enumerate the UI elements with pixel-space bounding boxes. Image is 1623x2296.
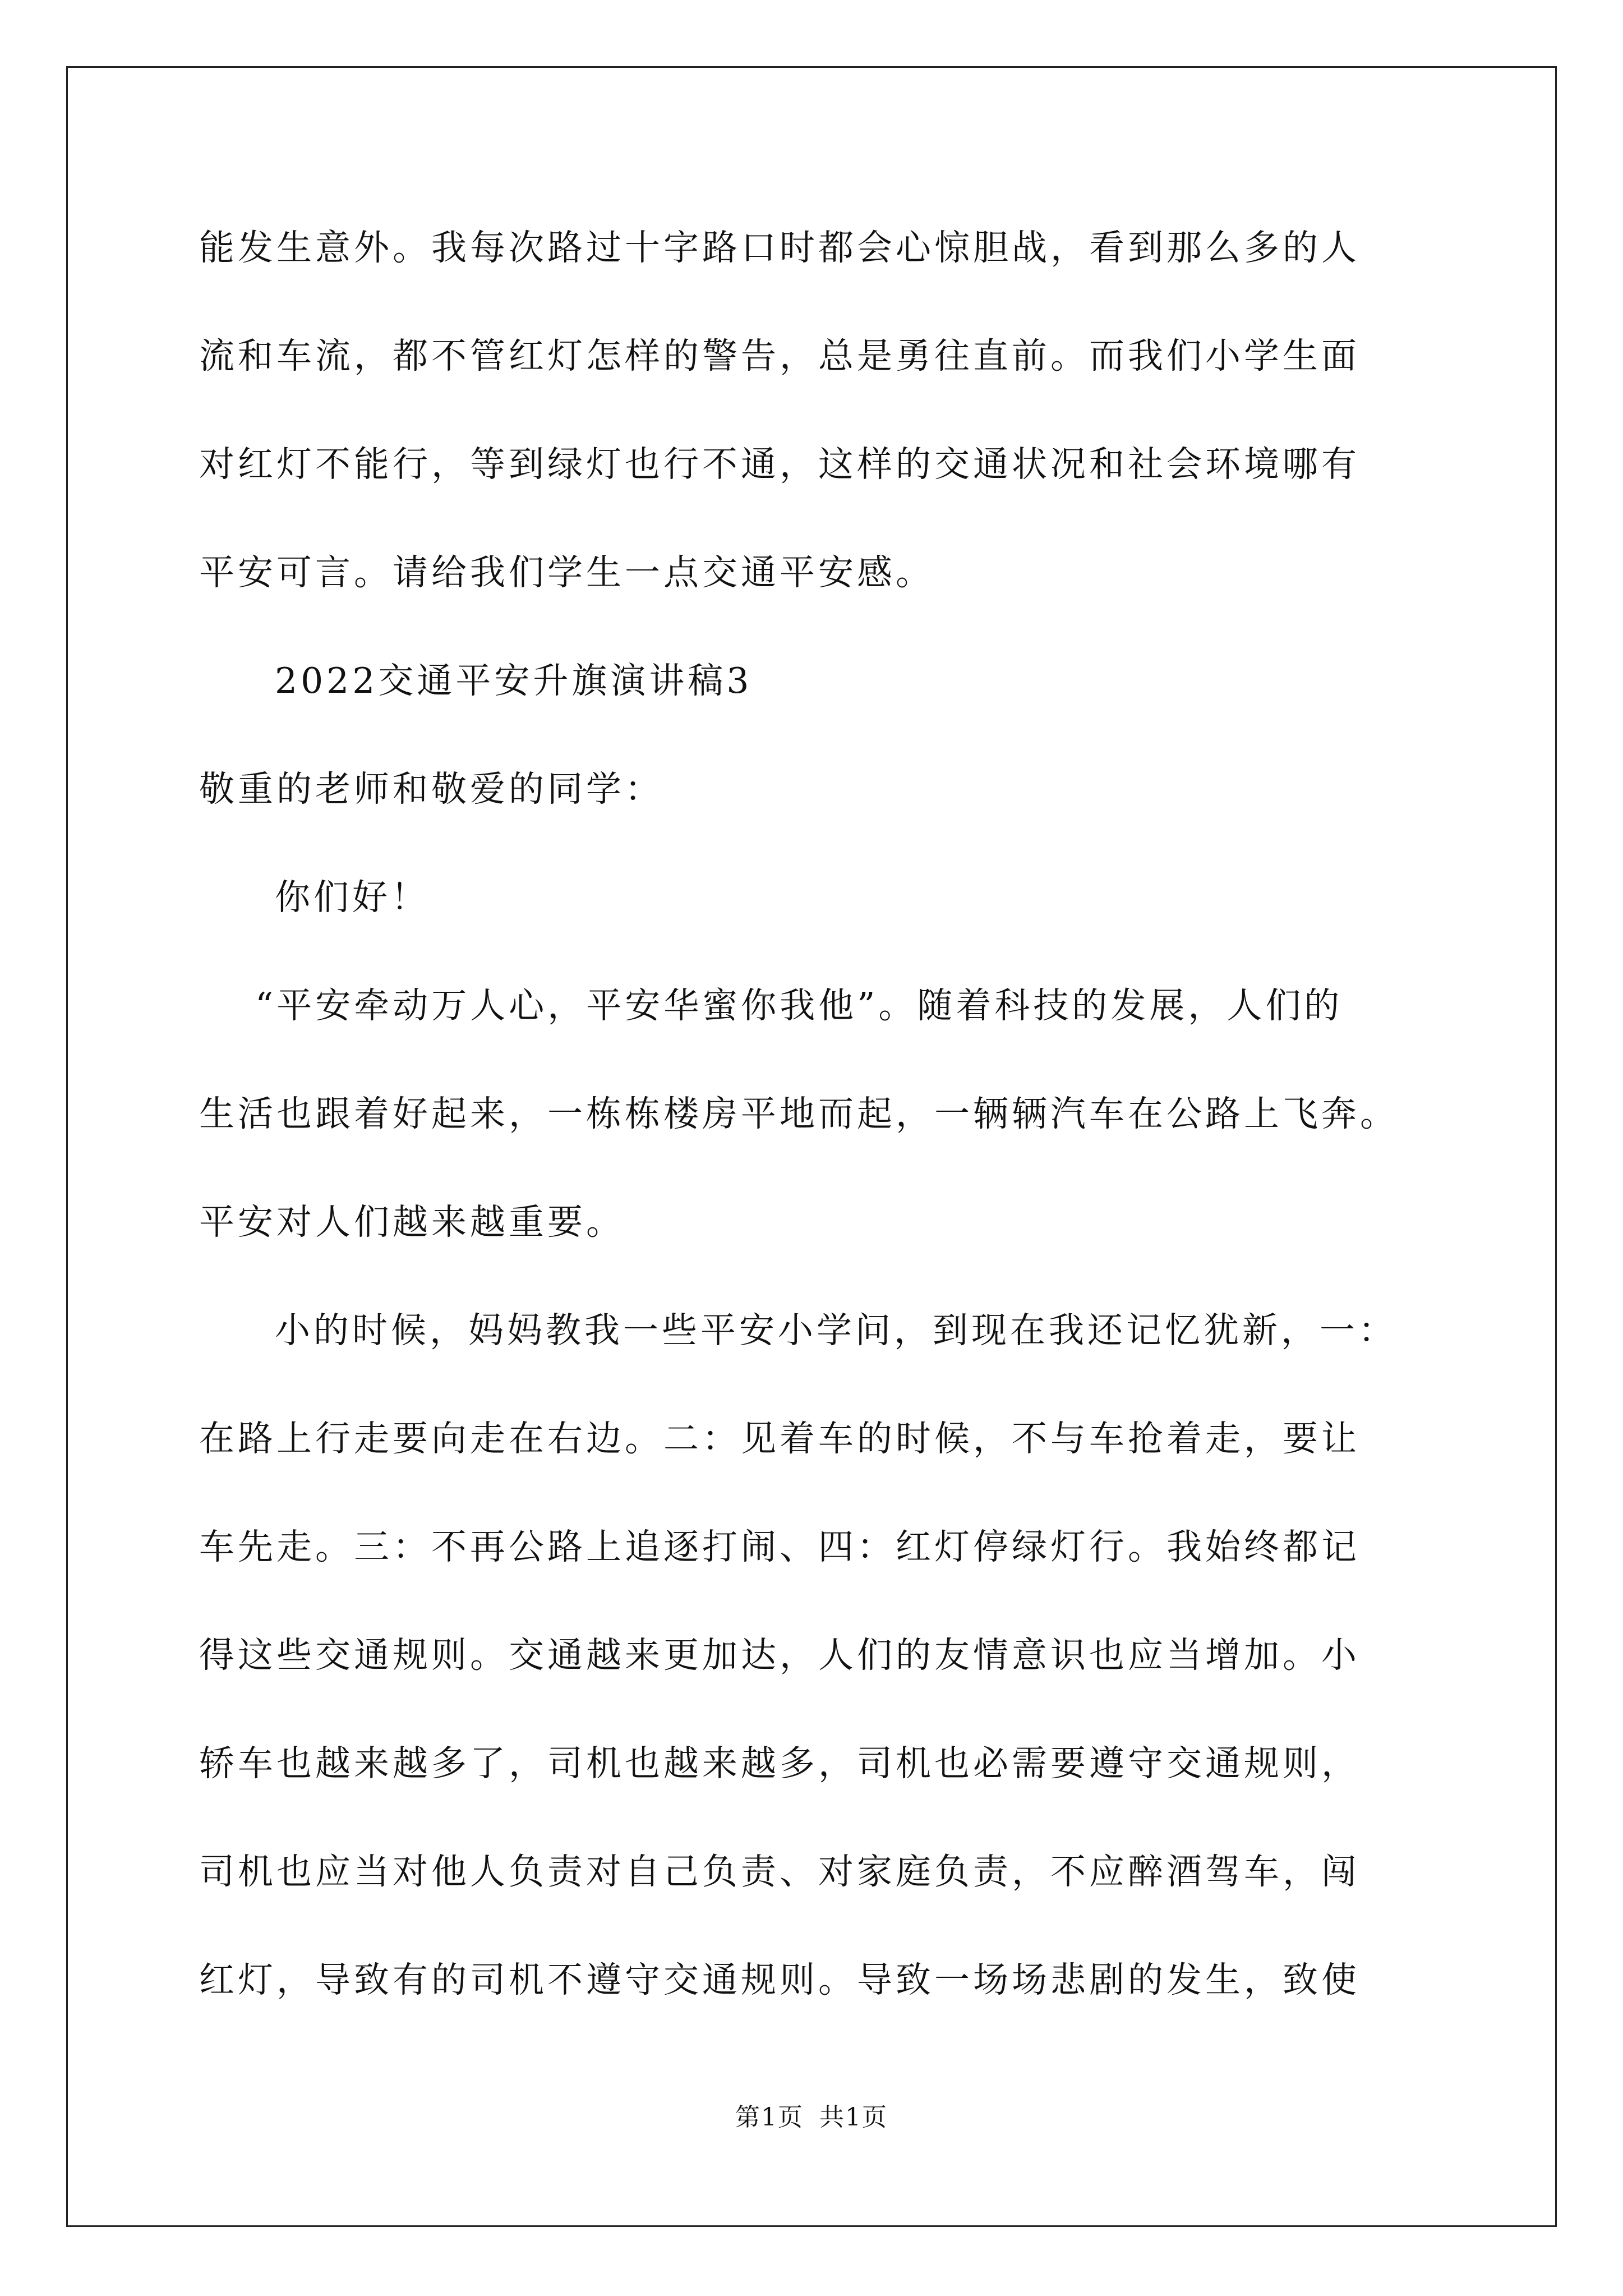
paragraph-line: 对红灯不能行，等到绿灯也行不通，这样的交通状况和社会环境哪有 — [199, 444, 1360, 485]
paragraph-line: 得这些交通规则。交通越来更加达，人们的友情意识也应当增加。小 — [199, 1635, 1360, 1676]
page-total: 共1页 — [819, 2103, 888, 2132]
paragraph-line: 小的时候，妈妈教我一些平安小学问，到现在我还记忆犹新，一： — [275, 1310, 1397, 1351]
paragraph-line: 流和车流，都不管红灯怎样的警告，总是勇往直前。而我们小学生面 — [199, 335, 1360, 376]
paragraph-line: “平安牵动万人心，平安华蜜你我他”。随着科技的发展，人们的 — [255, 985, 1343, 1026]
page-footer — [0, 2101, 1623, 2134]
paragraph-line: 在路上行走要向走在右边。二：见着车的时候，不与车抢着走，要让 — [199, 1418, 1360, 1459]
paragraph-line: 平安对人们越来越重要。 — [199, 1202, 625, 1243]
page-border — [66, 66, 1557, 2227]
paragraph-line: 生活也跟着好起来，一栋栋楼房平地而起，一辆辆汽车在公路上飞奔。 — [199, 1093, 1399, 1134]
paragraph-line: 红灯，导致有的司机不遵守交通规则。导致一场场悲剧的发生，致使 — [199, 1959, 1360, 2000]
section-heading: 2022交通平安升旗演讲稿3 — [275, 660, 753, 701]
paragraph-line: 司机也应当对他人负责对自己负责、对家庭负责，不应醉酒驾车，闯 — [199, 1851, 1360, 1892]
paragraph-line: 平安可言。请给我们学生一点交通平安感。 — [199, 552, 934, 593]
paragraph-line: 车先走。三：不再公路上追逐打闹、四：红灯停绿灯行。我始终都记 — [199, 1526, 1360, 1567]
salutation: 敬重的老师和敬爱的同学： — [199, 769, 663, 809]
page-number: 第1页 — [735, 2103, 804, 2132]
paragraph-line: 轿车也越来越多了，司机也越来越多，司机也必需要遵守交通规则， — [199, 1743, 1360, 1784]
paragraph-line: 能发生意外。我每次路过十字路口时都会心惊胆战，看到那么多的人 — [199, 227, 1360, 268]
greeting: 你们好！ — [275, 877, 430, 918]
